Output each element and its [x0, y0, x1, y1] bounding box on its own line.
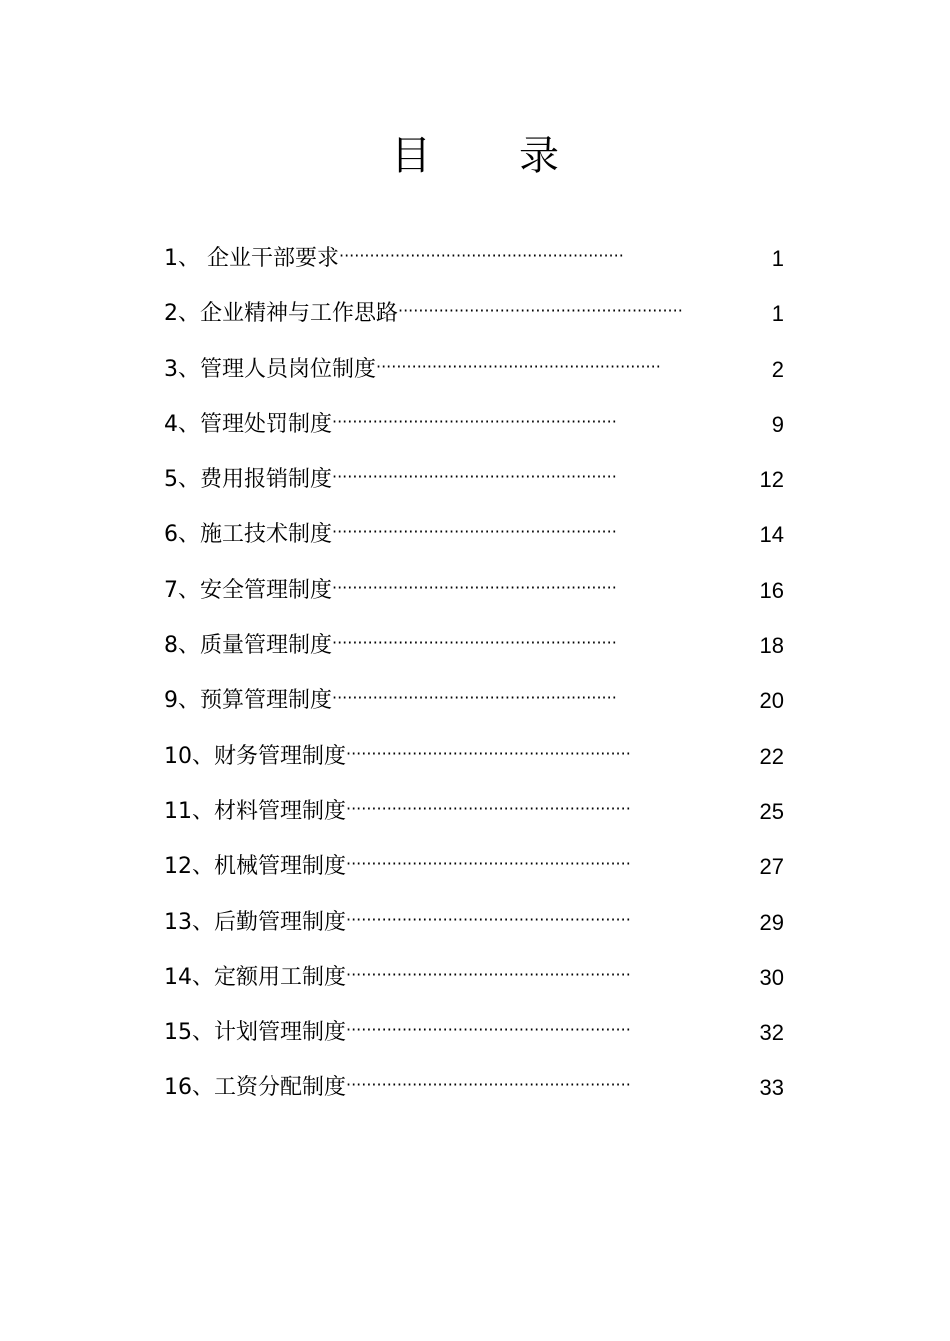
- toc-entry-label: 13、后勤管理制度: [164, 909, 346, 935]
- toc-entry-page: 18: [759, 633, 784, 659]
- toc-entry[interactable]: [164, 895, 788, 950]
- toc-entry-page: 33: [759, 1075, 784, 1101]
- toc-entry[interactable]: [164, 950, 788, 1005]
- toc-entry[interactable]: [164, 673, 788, 728]
- toc-entry[interactable]: [164, 729, 788, 784]
- leader-dots: ························································: [332, 411, 617, 431]
- page-title: [0, 130, 950, 182]
- toc-entry-page: 1: [771, 301, 784, 327]
- table-of-contents: [164, 231, 788, 1116]
- toc-entry-page: 1: [771, 246, 784, 271]
- leader-dots: ························································: [398, 301, 683, 321]
- toc-entry[interactable]: [164, 784, 788, 839]
- toc-entry-label: 6、施工技术制度: [164, 522, 332, 548]
- toc-entry-page: 29: [759, 909, 784, 935]
- toc-entry-label: 1、 企业干部要求: [164, 246, 339, 271]
- leader-dots: ························································: [346, 964, 631, 984]
- toc-entry-page: 32: [759, 1020, 784, 1046]
- toc-entry-label: 4、管理处罚制度: [164, 411, 332, 437]
- toc-entry-label: 7、安全管理制度: [164, 577, 332, 603]
- toc-entry-label: 9、预算管理制度: [164, 688, 332, 714]
- toc-entry-label: 11、材料管理制度: [164, 798, 346, 824]
- toc-entry[interactable]: [164, 397, 788, 452]
- toc-entry[interactable]: [164, 1060, 788, 1115]
- toc-entry[interactable]: [164, 231, 788, 286]
- toc-entry[interactable]: [164, 452, 788, 507]
- toc-entry[interactable]: [164, 563, 788, 618]
- leader-dots: ························································: [332, 633, 617, 653]
- toc-entry-page: 25: [759, 798, 784, 824]
- toc-entry-page: 9: [771, 411, 784, 437]
- toc-entry-page: 22: [759, 743, 784, 769]
- toc-entry-label: 3、管理人员岗位制度: [164, 356, 376, 382]
- leader-dots: ························································: [332, 522, 617, 542]
- toc-entry-label: 2、企业精神与工作思路: [164, 301, 398, 327]
- leader-dots: ························································: [332, 577, 617, 597]
- toc-entry-label: 5、费用报销制度: [164, 467, 332, 493]
- toc-entry-page: 27: [759, 854, 784, 880]
- title-char-1: 目: [391, 133, 431, 179]
- toc-entry[interactable]: [164, 286, 788, 341]
- leader-dots: ························································: [339, 246, 624, 265]
- toc-entry[interactable]: [164, 507, 788, 562]
- toc-entry-page: 2: [771, 356, 784, 382]
- toc-entry[interactable]: [164, 342, 788, 397]
- toc-entry-label: 15、计划管理制度: [164, 1020, 346, 1046]
- leader-dots: ························································: [346, 798, 631, 818]
- leader-dots: ························································: [346, 1075, 631, 1095]
- toc-entry[interactable]: [164, 618, 788, 673]
- leader-dots: ························································: [346, 1020, 631, 1040]
- toc-entry-label: 12、机械管理制度: [164, 854, 346, 880]
- leader-dots: ························································: [332, 688, 617, 708]
- toc-entry-page: 12: [759, 467, 784, 493]
- toc-entry-label: 8、质量管理制度: [164, 633, 332, 659]
- title-char-2: 录: [519, 133, 559, 179]
- toc-entry-label: 10、财务管理制度: [164, 743, 346, 769]
- leader-dots: ························································: [346, 854, 631, 874]
- toc-entry-page: 14: [759, 522, 784, 548]
- leader-dots: ························································: [346, 909, 631, 929]
- toc-entry-label: 14、定额用工制度: [164, 964, 346, 990]
- toc-entry-page: 30: [759, 964, 784, 990]
- toc-entry[interactable]: [164, 1005, 788, 1060]
- toc-entry[interactable]: [164, 839, 788, 894]
- leader-dots: ························································: [376, 356, 661, 376]
- leader-dots: ························································: [346, 743, 631, 763]
- leader-dots: ························································: [332, 467, 617, 487]
- toc-entry-page: 16: [759, 577, 784, 603]
- toc-entry-label: 16、工资分配制度: [164, 1075, 346, 1101]
- toc-entry-page: 20: [759, 688, 784, 714]
